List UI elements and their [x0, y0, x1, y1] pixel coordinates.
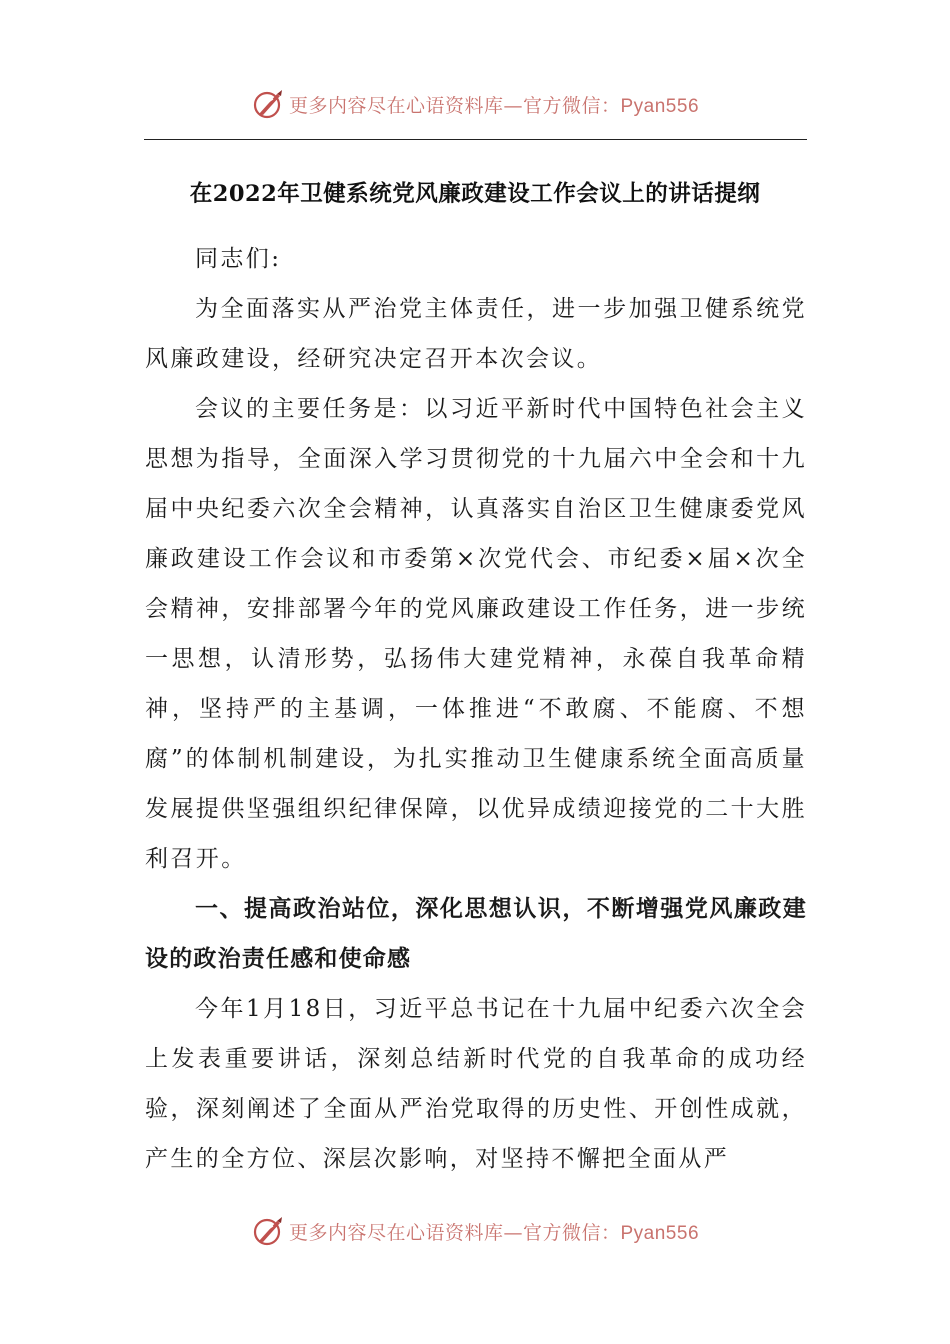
header-divider — [144, 139, 807, 140]
document-title: 在2022年卫健系统党风廉政建设工作会议上的讲话提纲 — [189, 181, 761, 207]
watermark-handle: Pyan556 — [620, 95, 700, 117]
watermark-text: 更多内容尽在心语资料库—官方微信：Pyan556 — [288, 94, 700, 117]
watermark-handle: Pyan556 — [620, 1222, 700, 1244]
section-heading: 一、提高政治站位，深化思想认识，不断增强党风廉政建设的政治责任感和使命感 — [145, 896, 807, 972]
watermark-banner-bottom — [0, 1211, 950, 1251]
pen-feather-icon — [251, 1214, 285, 1248]
watermark-banner-top — [0, 84, 950, 124]
paragraph-1: 为全面落实从严治党主体责任，进一步加强卫健系统党风廉政建设，经研究决定召开本次会议。 — [145, 296, 807, 372]
paragraph-2: 会议的主要任务是：以习近平新时代中国特色社会主义思想为指导，全面深入学习贯彻党的十九届六中全会和十九届中央纪委六次全会精神，认真落实自治区卫生健康委党风廉政建设工作会议和市委第×次党代会、市纪委×届×次全会精神，安排部署今年的党风廉政建设工作任务，进一步统一思想，认清形势，弘扬伟大建党精神，永葆自我革命精神，坚持严的主基调，一体推进“不敢腐、不能腐、不想腐”的体制机制建设，为扎实推动卫生健康系统全面高质量发展提供坚强组织纪律保障，以优异成绩迎接党的二十大胜利召开。 — [145, 396, 807, 872]
pen-feather-icon — [251, 87, 285, 121]
watermark-text: 更多内容尽在心语资料库—官方微信：Pyan556 — [288, 1221, 700, 1244]
section-paragraph: 今年1月18日，习近平总书记在十九届中纪委六次全会上发表重要讲话，深刻总结新时代党的自我革命的成功经验，深刻阐述了全面从严治党取得的历史性、开创性成就，产生的全方位、深层次影响，对坚持不懈把全面从严 — [145, 996, 807, 1172]
document-body — [145, 234, 807, 1184]
greeting: 同志们: — [195, 246, 282, 272]
